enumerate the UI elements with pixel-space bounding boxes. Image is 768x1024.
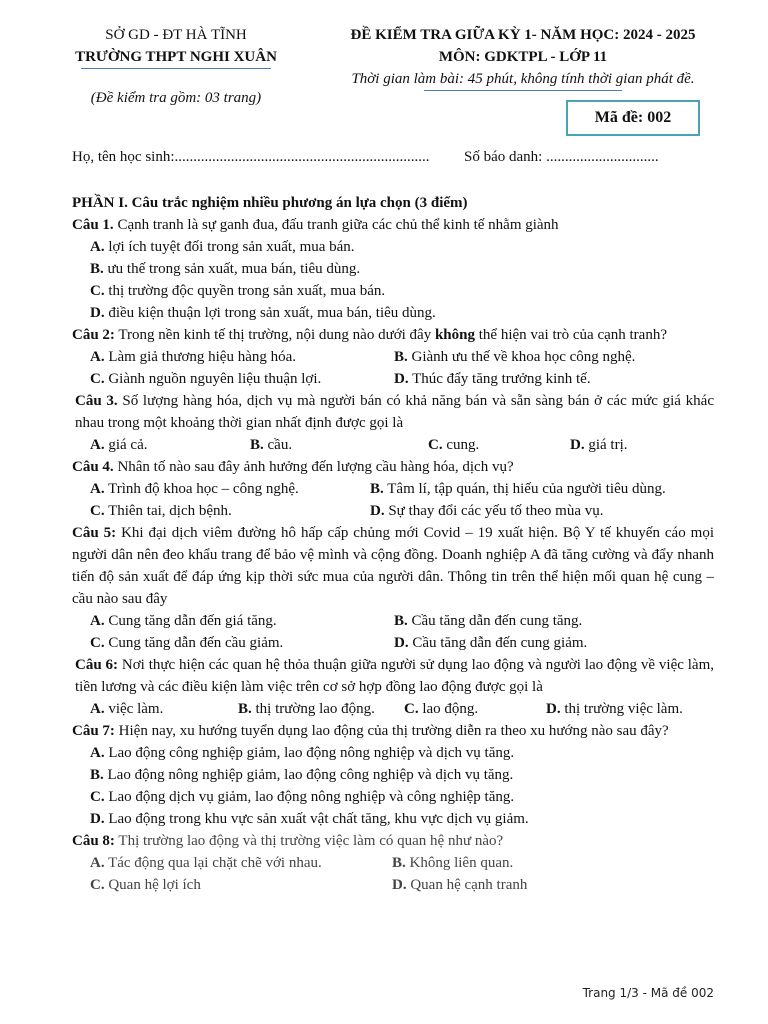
option-text: giá trị. [584, 437, 628, 453]
option-text: việc làm. [104, 701, 164, 717]
option-6a[interactable] [90, 698, 238, 720]
option-row [72, 500, 714, 522]
option-5b[interactable] [394, 610, 582, 632]
option-label: D. [570, 437, 585, 453]
question-label: Câu 8: [72, 833, 115, 849]
option-text: thị trường việc làm. [560, 701, 683, 717]
option-1a[interactable] [72, 236, 714, 258]
option-3d[interactable] [570, 434, 628, 456]
option-1c[interactable] [72, 280, 714, 302]
option-row [72, 368, 714, 390]
option-text: Thiên tai, dịch bệnh. [104, 503, 232, 519]
option-label: A. [90, 701, 105, 717]
question-label: Câu 2: [72, 327, 115, 343]
option-text: Cầu tăng dẫn đến cung giảm. [408, 635, 588, 651]
option-text: ưu thế trong sản xuất, mua bán, tiêu dùng. [103, 261, 361, 277]
school-name: TRƯỜNG THPT NGHI XUÂN [75, 49, 277, 65]
option-text: Quan hệ lợi ích [104, 877, 201, 893]
option-4a[interactable] [90, 478, 370, 500]
option-text: giá cả. [104, 437, 148, 453]
option-5d[interactable] [394, 632, 587, 654]
option-4b[interactable] [370, 478, 666, 500]
header-left [60, 24, 292, 109]
option-label: B. [370, 481, 384, 497]
option-label: B. [90, 261, 104, 277]
option-text: Tâm lí, tập quán, thị hiếu của người tiêu dùng. [383, 481, 666, 497]
option-label: D. [546, 701, 561, 717]
option-text: thị trường lao động. [251, 701, 375, 717]
option-8c[interactable] [90, 874, 392, 896]
question-label: Câu 3. [75, 393, 118, 409]
option-text: Giành nguồn nguyên liệu thuận lợi. [104, 371, 322, 387]
option-text: cầu. [263, 437, 293, 453]
option-row [72, 632, 714, 654]
option-row [72, 698, 714, 720]
exam-code: Mã đề: 002 [594, 109, 672, 126]
option-7d[interactable] [72, 808, 714, 830]
option-label: D. [370, 503, 385, 519]
option-text: Không liên quan. [405, 855, 514, 871]
option-label: C. [90, 877, 105, 893]
option-label: D. [90, 305, 105, 321]
option-row [72, 852, 714, 874]
option-text: lợi ích tuyệt đối trong sản xuất, mua bán. [104, 239, 355, 255]
option-5c[interactable] [90, 632, 394, 654]
option-7c[interactable] [72, 786, 714, 808]
option-label: C. [404, 701, 419, 717]
option-8d[interactable] [392, 874, 527, 896]
option-text: Cung tăng dẫn đến giá tăng. [104, 613, 277, 629]
option-row [72, 434, 714, 456]
option-2c[interactable] [90, 368, 394, 390]
option-label: C. [90, 635, 105, 651]
question-3 [72, 390, 714, 434]
header-right [318, 24, 728, 91]
option-6b[interactable] [238, 698, 404, 720]
option-3b[interactable] [250, 434, 428, 456]
question-text: Số lượng hàng hóa, dịch vụ mà người bán có khả năng bán và sẵn sàng bán ở các mức giá khác nhau trong một khoảng thời gian nhất định được gọi là [75, 393, 714, 431]
option-label: C. [90, 503, 105, 519]
option-4d[interactable] [370, 500, 604, 522]
option-label: A. [90, 745, 105, 761]
option-2a[interactable] [90, 346, 394, 368]
question-label: Câu 4. [72, 459, 114, 475]
question-text: Hiện nay, xu hướng tuyển dụng lao động của thị trường diễn ra theo xu hướng nào sau đây? [114, 723, 669, 739]
option-text: Lao động dịch vụ giảm, lao động nông nghiệp và công nghiệp tăng. [104, 789, 515, 805]
question-2 [72, 324, 714, 346]
option-label: A. [90, 613, 105, 629]
option-1d[interactable] [72, 302, 714, 324]
option-row [72, 874, 714, 896]
question-text-end: thể hiện vai trò của cạnh tranh? [475, 327, 667, 343]
question-text: Trong nền kinh tế thị trường, nội dung nào dưới đây [114, 327, 435, 343]
option-text: Làm giả thương hiệu hàng hóa. [104, 349, 297, 365]
question-text: Nơi thực hiện các quan hệ thỏa thuận giữa người sử dụng lao động và người lao động về việc làm, tiền lương và các điều kiện làm việc trên cơ sở hợp đồng lao động được gọi là [75, 657, 714, 695]
option-label: C. [90, 371, 105, 387]
option-label: A. [90, 437, 105, 453]
option-text: Lao động nông nghiệp giảm, lao động công nghiệp và dịch vụ tăng. [103, 767, 514, 783]
option-text: điều kiện thuận lợi trong sản xuất, mua bán, tiêu dùng. [104, 305, 436, 321]
option-label: B. [392, 855, 406, 871]
subject-line: MÔN: GDKTPL - LỚP 11 [438, 49, 608, 65]
option-row [72, 610, 714, 632]
question-6 [72, 654, 714, 698]
option-8b[interactable] [392, 852, 513, 874]
question-4 [72, 456, 714, 478]
option-label: D. [90, 811, 105, 827]
question-8 [72, 830, 714, 852]
option-1b[interactable] [72, 258, 714, 280]
option-text: Trình độ khoa học – công nghệ. [104, 481, 299, 497]
question-text: Nhân tố nào sau đây ảnh hưởng đến lượng cầu hàng hóa, dịch vụ? [113, 459, 514, 475]
student-name-field[interactable]: Họ, tên học sinh:.................................................................... [72, 149, 430, 165]
option-row [72, 346, 714, 368]
option-text: Lao động công nghiệp giảm, lao động nông nghiệp và dịch vụ tăng. [104, 745, 515, 761]
option-3c[interactable] [428, 434, 570, 456]
option-label: B. [90, 767, 104, 783]
question-text: Thị trường lao động và thị trường việc làm có quan hệ như nào? [114, 833, 504, 849]
student-info [72, 147, 732, 167]
option-7a[interactable] [72, 742, 714, 764]
question-5 [72, 522, 714, 610]
option-text: Thúc đẩy tăng trưởng kinh tế. [408, 371, 591, 387]
question-keyword: không [434, 327, 475, 343]
option-text: Tác động qua lại chặt chẽ với nhau. [104, 855, 322, 871]
option-label: B. [394, 349, 408, 365]
time-note: Thời gian làm bài: 45 phút, không tính thời gian phát đề. [351, 71, 695, 87]
question-label: Câu 5: [72, 525, 117, 541]
option-label: B. [250, 437, 264, 453]
option-label: A. [90, 481, 105, 497]
option-4c[interactable] [90, 500, 370, 522]
option-label: B. [394, 613, 408, 629]
page-footer: Trang 1/3 - Mã đề 002 [582, 986, 714, 1000]
question-label: Câu 7: [72, 723, 115, 739]
question-1 [72, 214, 714, 236]
option-label: D. [394, 635, 409, 651]
option-text: Giành ưu thế về khoa học công nghệ. [407, 349, 636, 365]
student-id-field[interactable]: Số báo danh: .............................. [464, 149, 659, 165]
option-label: C. [90, 789, 105, 805]
department-name: SỞ GD - ĐT HÀ TĨNH [105, 27, 247, 43]
question-label: Câu 6: [75, 657, 119, 673]
option-label: C. [90, 283, 105, 299]
option-text: lao động. [418, 701, 479, 717]
option-label: D. [394, 371, 409, 387]
option-label: C. [428, 437, 443, 453]
option-5a[interactable] [90, 610, 394, 632]
option-label: B. [238, 701, 252, 717]
option-3a[interactable] [90, 434, 250, 456]
question-label: Câu 1. [72, 217, 114, 233]
exam-code-box [566, 100, 700, 136]
option-2b[interactable] [394, 346, 635, 368]
question-text: Khi đại dịch viêm đường hô hấp cấp chủng mới Covid – 19 xuất hiện. Bộ Y tế khuyến cáo mọi người dân nên đeo khẩu trang để bảo vệ mình và cộng đồng. Doanh nghiệp A đã tăng cường và đẩy nhanh tiến độ sản xuất để đáp ứng kịp thời sức mua của người dân. Thông tin trên thể hiện mối quan hệ cung – cầu nào sau đây [72, 525, 714, 607]
exam-body [72, 192, 714, 896]
option-2d[interactable] [394, 368, 591, 390]
option-text: thị trường độc quyền trong sản xuất, mua bán. [104, 283, 386, 299]
option-row [72, 478, 714, 500]
option-text: Cầu tăng dẫn đến cung tăng. [407, 613, 583, 629]
pages-note: (Đề kiểm tra gồm: 03 trang) [90, 90, 262, 106]
option-text: Lao động trong khu vực sản xuất vật chất tăng, khu vực dịch vụ giảm. [104, 811, 529, 827]
question-7 [72, 720, 714, 742]
option-label: A. [90, 239, 105, 255]
option-label: D. [392, 877, 407, 893]
section-title: PHẦN I. Câu trắc nghiệm nhiều phương án lựa chọn (3 điểm) [72, 195, 468, 211]
school-underline [81, 68, 271, 69]
option-text: cung. [442, 437, 480, 453]
option-label: A. [90, 349, 105, 365]
option-6c[interactable] [404, 698, 546, 720]
option-7b[interactable] [72, 764, 714, 786]
option-6d[interactable] [546, 698, 683, 720]
question-text: Cạnh tranh là sự ganh đua, đấu tranh giữa các chủ thể kinh tế nhằm giành [113, 217, 559, 233]
option-text: Quan hệ cạnh tranh [406, 877, 528, 893]
time-underline [424, 90, 622, 91]
option-label: A. [90, 855, 105, 871]
option-text: Sự thay đổi các yếu tố theo mùa vụ. [384, 503, 604, 519]
option-text: Cung tăng dẫn đến cầu giảm. [104, 635, 284, 651]
exam-title: ĐỀ KIỂM TRA GIỮA KỲ 1- NĂM HỌC: 2024 - 2025 [350, 27, 696, 43]
option-8a[interactable] [90, 852, 392, 874]
